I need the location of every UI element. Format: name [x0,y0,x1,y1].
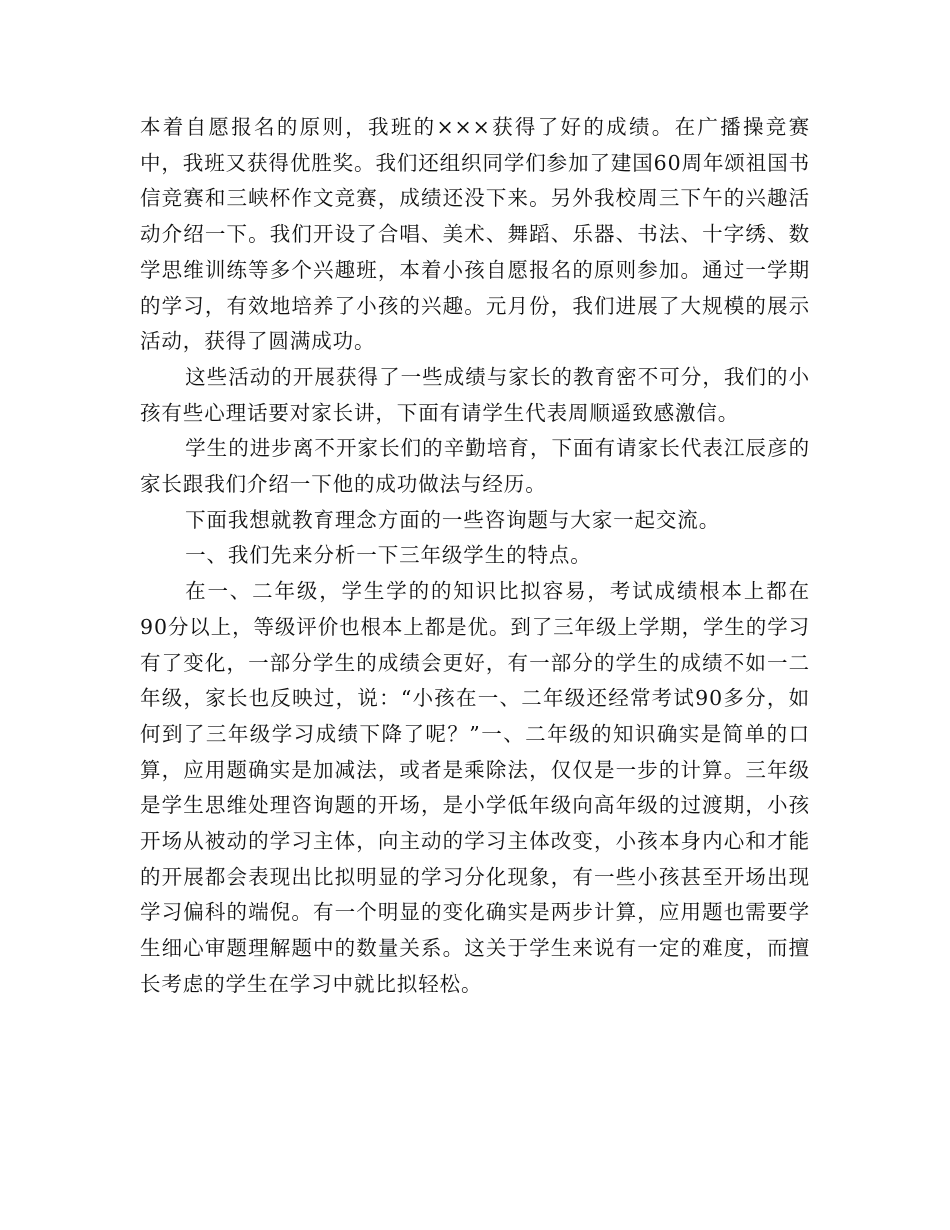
paragraph-grade-three-analysis: 在一、二年级，学生学的的知识比拟容易，考试成绩根本上都在90分以上，等级评价也根本上都是优。到了三年级上学期，学生的学习有了变化，一部分学生的成绩会更好，有一部分的学生的成绩不如一二年级，家长也反映过，说：“小孩在一、二年级还经常考试90多分，如何到了三年级学习成绩下降了呢？”一、二年级的知识确实是简单的口算，应用题确实是加减法，或者是乘除法，仅仅是一步的计算。三年级是学生思维处理咨询题的开场，是小学低年级向高年级的过渡期，小孩开场从被动的学习主体，向主动的学习主体改变，小孩本身内心和才能的开展都会表现出比拟明显的学习分化现象，有一些小孩甚至开场出现学习偏科的端倪。有一个明显的变化确实是两步计算，应用题也需要学生细心审题理解题中的数量关系。这关于学生来说有一定的难度，而擅长考虑的学生在学习中就比拟轻松。 [140,579,810,996]
document-body [140,110,810,1003]
section-heading-grade-three: 一、我们先来分析一下三年级学生的特点。 [185,543,592,568]
paragraph-continued: 本着自愿报名的原则，我班的×××获得了好的成绩。在广播操竞赛中，我班又获得优胜奖。我们还组织同学们参加了建国60周年颂祖国书信竞赛和三峡杯作文竞赛，成绩还没下来。另外我校周三下午的兴趣活动介绍一下。我们开设了合唱、美术、舞蹈、乐器、书法、十字绣、数学思维训练等多个兴趣班，本着小孩自愿报名的原则参加。通过一学期的学习，有效地培养了小孩的兴趣。元月份，我们进展了大规模的展示活动，获得了圆满成功。 [140,115,810,354]
paragraph-education-ideas: 下面我想就教育理念方面的一些咨询题与大家一起交流。 [185,507,721,532]
paragraph-parent-speech: 学生的进步离不开家长们的辛勤培育，下面有请家长代表江辰彦的家长跟我们介绍一下他的成功做法与经历。 [140,436,810,497]
paragraph-student-letter: 这些活动的开展获得了一些成绩与家长的教育密不可分，我们的小孩有些心理话要对家长讲，下面有请学生代表周顺遥致感激信。 [140,364,810,425]
